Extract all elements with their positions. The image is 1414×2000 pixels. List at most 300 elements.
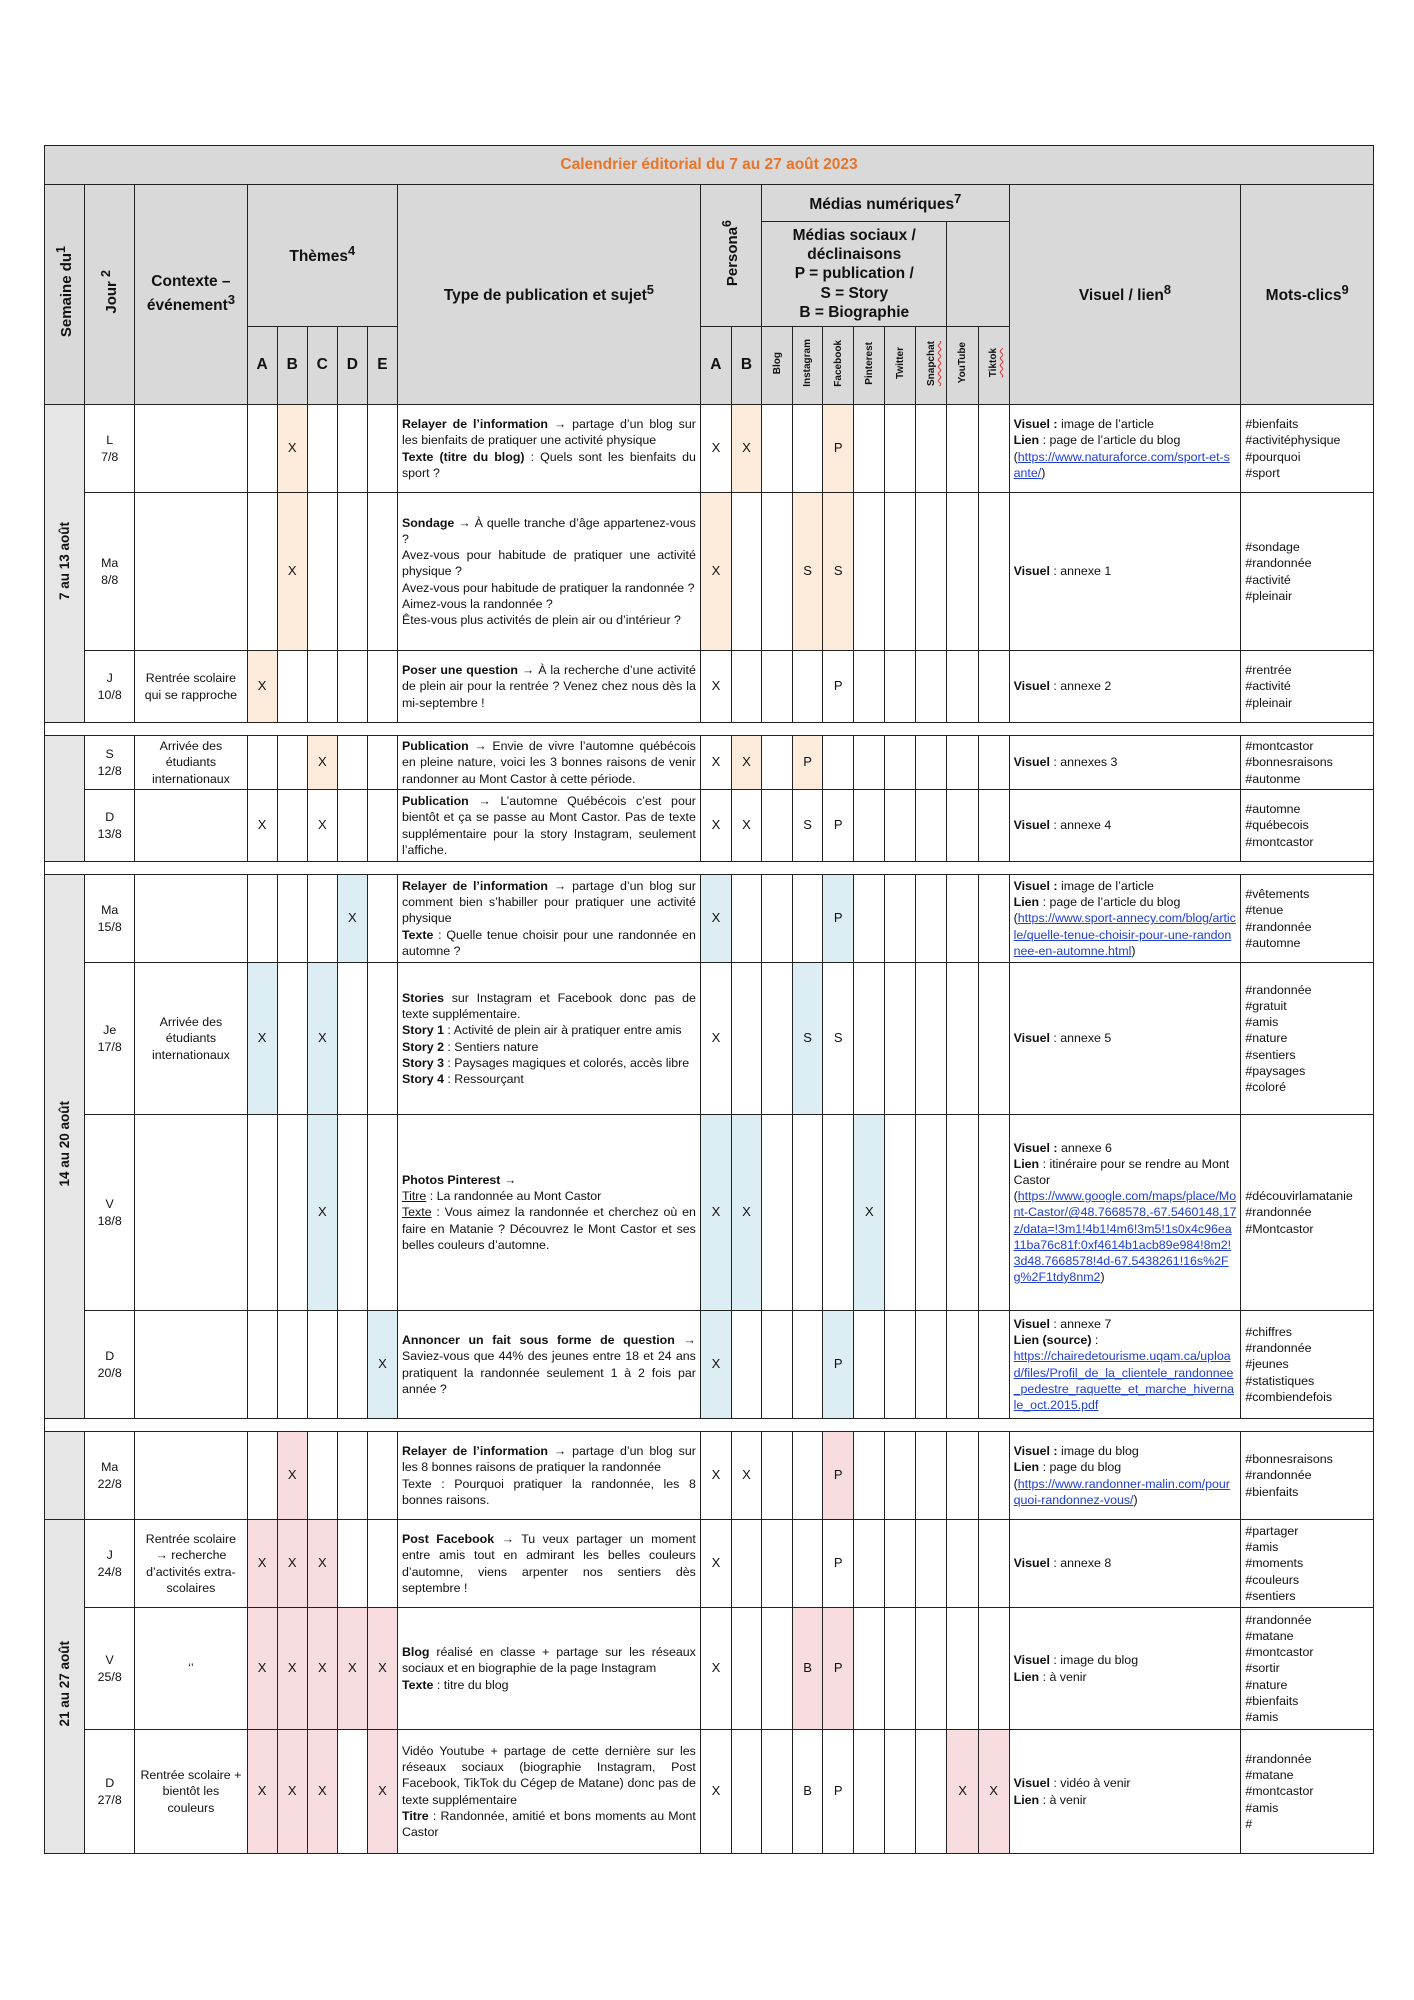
hashtag: #randonnée <box>1245 919 1312 934</box>
platform-mark: P <box>823 1730 854 1854</box>
theme-mark <box>277 1311 307 1419</box>
hashtag: #bienfaits <box>1245 417 1299 432</box>
platform-mark <box>947 790 978 862</box>
theme-mark: X <box>367 1730 397 1854</box>
theme-mark <box>367 963 397 1115</box>
hashtag: #randonnée <box>1245 1468 1312 1483</box>
text-line <box>1014 910 1237 958</box>
platform-mark <box>854 790 885 862</box>
line-text: ) <box>1133 1492 1138 1507</box>
hashtag: #randonnée <box>1245 1752 1312 1767</box>
text-line <box>1014 678 1237 694</box>
week-separator <box>45 1419 1374 1432</box>
theme-mark: X <box>277 1432 307 1520</box>
platform-mark <box>854 405 885 493</box>
platform-mark <box>854 1520 885 1608</box>
link[interactable]: https://www.randonner-malin.com/pourquoi-randonnez-vous/ <box>1013 1476 1230 1507</box>
line-text: : Vous aimez la randonnée et cherchez où en faire en Matanie ? Découvrez le Mont Castor et ses belles couleurs d’automne. <box>401 1205 696 1252</box>
platform-mark <box>947 1311 978 1419</box>
text-line <box>402 1332 696 1397</box>
line-text: : Quelle tenue choisir pour une randonnée en automne ? <box>401 927 696 958</box>
calendar-row <box>45 493 1374 651</box>
line-text: : page de l’article du blog <box>1039 433 1181 448</box>
bold-label: Visuel <box>1013 1776 1050 1791</box>
text-line <box>402 793 696 858</box>
day-date: 7/8 <box>101 449 119 464</box>
persona-mark: X <box>700 1608 731 1730</box>
header-mots-clics: Mots-clics$^9$ <box>1241 185 1374 405</box>
bold-label: Blog <box>401 1645 430 1660</box>
text-line <box>1014 416 1237 432</box>
bold-label: Story 4 <box>401 1071 444 1086</box>
persona-mark <box>731 1608 761 1730</box>
visual-link-cell <box>1009 736 1241 790</box>
day-date: 25/8 <box>97 1669 122 1684</box>
calendar-row <box>45 1608 1374 1730</box>
line-text: Aimez-vous la randonnée ? <box>401 596 553 611</box>
platform-pinterest: Pinterest <box>854 327 885 405</box>
publication-topic <box>397 736 700 790</box>
day-abbr: D <box>105 1776 115 1791</box>
link[interactable]: https://www.naturaforce.com/sport-et-sante/ <box>1013 449 1230 480</box>
line-text: Avez-vous pour habitude de pratiquer la randonnée ? <box>401 580 695 595</box>
bold-label: Story 1 <box>401 1023 444 1038</box>
line-text: : <box>1091 1333 1099 1348</box>
theme-mark <box>337 405 367 493</box>
text-line <box>402 547 696 579</box>
hashtag: #statistiques <box>1245 1373 1315 1388</box>
platform-mark <box>916 736 947 790</box>
platform-mark <box>947 1520 978 1608</box>
text-line <box>1014 1775 1237 1791</box>
underlined-label: Titre <box>401 1189 427 1204</box>
persona-mark: X <box>700 405 731 493</box>
hashtag: #pourquoi <box>1245 449 1301 464</box>
text-line <box>1014 1555 1237 1571</box>
header-medias-sociaux: Médias sociaux / déclinaisons P = publication / S = Story B = Biographie <box>762 222 947 327</box>
week-separator <box>45 862 1374 875</box>
text-line <box>1014 1459 1237 1475</box>
publication-topic <box>397 1520 700 1608</box>
hashtag: #montcastor <box>1245 1645 1314 1660</box>
hashtag: #activitéphysique <box>1245 433 1341 448</box>
hashtags-cell <box>1241 651 1374 723</box>
line-text: : Randonnée, amitié et bons moments au Mont Castor <box>401 1808 696 1839</box>
persona-mark: X <box>731 736 761 790</box>
bold-label: Visuel <box>1013 1653 1050 1668</box>
bold-label: Lien <box>1013 1669 1040 1684</box>
persona-mark <box>731 1730 761 1854</box>
persona-mark: X <box>731 405 761 493</box>
header-contexte: Contexte – événement$^3$ <box>135 185 247 405</box>
theme-mark: X <box>307 1730 337 1854</box>
line-text: : La randonnée au Mont Castor <box>426 1189 602 1204</box>
visual-link-cell <box>1009 790 1241 862</box>
bold-label: Publication <box>401 739 469 754</box>
publication-topic <box>397 1608 700 1730</box>
platform-mark <box>978 1432 1009 1520</box>
text-line <box>402 416 696 448</box>
visual-link-cell <box>1009 651 1241 723</box>
theme-mark: X <box>307 1115 337 1311</box>
theme-mark <box>307 1311 337 1419</box>
bold-label: Visuel <box>1013 755 1050 770</box>
theme-mark: X <box>247 1730 277 1854</box>
line-text: Vidéo Youtube + partage de cette dernière sur les réseaux sociaux (biographie Instagram, Post Facebook, TikTok du Cégep de Matane) donc pas de texte supplémentaire <box>401 1744 696 1807</box>
platform-mark <box>916 1115 947 1311</box>
hashtag: #montcastor <box>1245 739 1314 754</box>
theme-mark: X <box>277 1520 307 1608</box>
text-line <box>1014 754 1237 770</box>
platform-mark <box>762 1520 793 1608</box>
persona-mark: X <box>700 963 731 1115</box>
hashtag: #bienfaits <box>1245 1484 1299 1499</box>
calendar-row <box>45 1520 1374 1608</box>
hashtag: #nature <box>1245 1677 1288 1692</box>
line-text: : Paysages magiques et colorés, accès libre <box>443 1055 690 1070</box>
line-text: → À quelle tranche d’âge appartenez-vous ? <box>401 516 696 547</box>
hashtags-cell <box>1241 1730 1374 1854</box>
day-cell <box>85 1432 135 1520</box>
text-line <box>1014 817 1237 833</box>
line-text: → Tu veux partager un moment entre amis tout en admirant les belles couleurs d’automne, viens arpenter nos sentiers dès septembre ! <box>401 1532 696 1595</box>
hashtags-cell <box>1241 1520 1374 1608</box>
line-text: → <box>500 1173 517 1188</box>
theme-mark <box>337 1115 367 1311</box>
context-cell: Arrivée des étudiants internationaux <box>135 736 247 790</box>
theme-mark <box>367 1520 397 1608</box>
text-line <box>1014 1348 1237 1413</box>
hashtags-cell <box>1241 1115 1374 1311</box>
theme-mark <box>367 1115 397 1311</box>
theme-mark <box>367 405 397 493</box>
publication-topic <box>397 1730 700 1854</box>
visual-link-cell <box>1009 1730 1241 1854</box>
platform-mark <box>885 493 916 651</box>
platform-mark <box>854 963 885 1115</box>
hashtag: #sortir <box>1245 1661 1280 1676</box>
theme-mark: X <box>247 1520 277 1608</box>
platform-mark <box>762 405 793 493</box>
text-line <box>402 990 696 1022</box>
day-date: 17/8 <box>97 1039 122 1054</box>
platform-mark <box>947 1608 978 1730</box>
persona-mark: X <box>700 1115 731 1311</box>
calendar-row <box>45 405 1374 493</box>
bold-label: Visuel <box>1013 1556 1050 1571</box>
platform-mark <box>947 963 978 1115</box>
day-date: 27/8 <box>97 1792 122 1807</box>
hashtag: #randonnée <box>1245 1205 1312 1220</box>
text-line <box>402 927 696 959</box>
platform-mark <box>947 493 978 651</box>
calendar-row <box>45 875 1374 963</box>
line-text: ) <box>1131 943 1136 958</box>
theme-mark: X <box>247 1608 277 1730</box>
theme-mark <box>247 405 277 493</box>
platform-mark: S <box>823 493 854 651</box>
hashtag: #randonnée <box>1245 556 1312 571</box>
bold-label: Relayer de l’information <box>401 1444 548 1459</box>
text-line <box>1014 1443 1237 1459</box>
platform-mark: B <box>793 1730 823 1854</box>
platform-mark: P <box>823 1608 854 1730</box>
calendar-title: Calendrier éditorial du 7 au 27 août 2023 <box>45 146 1374 185</box>
text-line <box>402 1443 696 1475</box>
line-text: : page du blog <box>1039 1460 1122 1475</box>
persona-mark <box>731 1520 761 1608</box>
theme-mark: X <box>247 790 277 862</box>
platform-mark <box>762 1608 793 1730</box>
platform-mark <box>762 736 793 790</box>
hashtag: #automne <box>1245 802 1301 817</box>
theme-letter: C <box>307 327 337 405</box>
theme-mark <box>337 736 367 790</box>
theme-mark: X <box>367 1608 397 1730</box>
platform-mark <box>978 736 1009 790</box>
bold-label: Lien <box>1013 1460 1040 1475</box>
bold-label: Texte (titre du blog) <box>401 449 525 464</box>
theme-mark <box>337 1311 367 1419</box>
bold-label: Relayer de l’information <box>401 417 548 432</box>
day-cell <box>85 493 135 651</box>
platform-mark <box>916 1730 947 1854</box>
bold-label: Lien <box>1013 1157 1040 1172</box>
theme-mark: X <box>277 493 307 651</box>
hashtags-cell <box>1241 963 1374 1115</box>
hashtag: #randonnée <box>1245 1613 1312 1628</box>
platform-mark <box>854 736 885 790</box>
text-line <box>402 612 696 628</box>
theme-mark <box>277 736 307 790</box>
platform-mark <box>916 651 947 723</box>
platform-mark <box>854 1311 885 1419</box>
link[interactable]: https://www.google.com/maps/place/Mont-Castor/@48.7668578,-67.5460148,17z/data=!3m1!4b1!4m6!3m5!1s0x4c96ea11ba76c81f:0xf4614b1acb89e984!8m2!3d48.7668578!4d-67.5438261!16s%2Fg%2F1tdy8nm2 <box>1013 1189 1237 1284</box>
day-abbr: D <box>105 1349 115 1364</box>
platform-mark <box>854 1608 885 1730</box>
platform-mark <box>885 1115 916 1311</box>
hashtag: #pleinair <box>1245 588 1293 603</box>
bold-label: Photos Pinterest <box>401 1173 501 1188</box>
theme-mark <box>307 405 337 493</box>
hashtags-cell <box>1241 790 1374 862</box>
line-text: : annexes 3 <box>1049 755 1118 770</box>
platform-mark: P <box>823 875 854 963</box>
day-abbr: J <box>106 671 113 686</box>
platform-mark: P <box>823 405 854 493</box>
header-persona: Persona$^6$ <box>700 185 761 327</box>
line-text: : à venir <box>1039 1669 1087 1684</box>
theme-mark: X <box>307 736 337 790</box>
persona-mark: X <box>731 1432 761 1520</box>
day-cell <box>85 736 135 790</box>
context-cell: Rentrée scolaire qui se rapproche <box>135 651 247 723</box>
line-text: : Ressourçant <box>443 1071 524 1086</box>
day-cell <box>85 1115 135 1311</box>
day-abbr: J <box>106 1548 113 1563</box>
hashtag: #paysages <box>1245 1063 1306 1078</box>
bold-label: Publication <box>401 794 469 809</box>
theme-mark <box>277 790 307 862</box>
platform-mark <box>762 1432 793 1520</box>
hashtags-cell <box>1241 875 1374 963</box>
hashtag: #couleurs <box>1245 1572 1300 1587</box>
line-text: ( <box>1013 1476 1018 1491</box>
platform-mark <box>885 736 916 790</box>
text-line <box>1014 1030 1237 1046</box>
day-date: 15/8 <box>97 919 122 934</box>
day-cell <box>85 875 135 963</box>
persona-mark: X <box>700 1520 731 1608</box>
day-date: 10/8 <box>97 687 122 702</box>
bold-label: Texte <box>401 927 434 942</box>
platform-mark <box>854 1432 885 1520</box>
hashtag: #partager <box>1245 1524 1299 1539</box>
day-date: 12/8 <box>97 763 122 778</box>
persona-mark: X <box>700 1730 731 1854</box>
line-text: → À la recherche d’une activité de plein air pour la rentrée ? Venez chez nous dès la mi-septembre ! <box>401 663 696 710</box>
bold-label: Visuel <box>1013 564 1050 579</box>
bold-label: Visuel : <box>1013 417 1058 432</box>
bold-label: Titre <box>401 1808 429 1823</box>
persona-mark: X <box>700 1311 731 1419</box>
platform-mark <box>793 875 823 963</box>
platform-mark <box>793 1520 823 1608</box>
text-line <box>1014 1188 1237 1285</box>
text-line <box>1014 1669 1237 1685</box>
bold-label: Story 3 <box>401 1055 444 1070</box>
text-line <box>402 1204 696 1252</box>
bold-label: Stories <box>401 991 444 1006</box>
visual-link-cell <box>1009 405 1241 493</box>
bold-label: Visuel : <box>1013 879 1058 894</box>
bold-label: Lien (source) <box>1013 1333 1092 1348</box>
context-cell: ‘’ <box>135 1608 247 1730</box>
theme-mark: X <box>277 405 307 493</box>
text-line <box>1014 894 1237 910</box>
platform-mark <box>793 1115 823 1311</box>
text-line <box>1014 1652 1237 1668</box>
platform-mark: X <box>854 1115 885 1311</box>
text-line <box>1014 1316 1237 1332</box>
platform-mark <box>885 790 916 862</box>
day-abbr: L <box>106 433 114 448</box>
platform-mark <box>978 1115 1009 1311</box>
line-text: → Envie de vivre l’automne québécois en pleine nature, voici les 3 bonnes raisons de venir randonner au Mont Castor à cette période. <box>401 739 696 786</box>
theme-letter: E <box>367 327 397 405</box>
line-text: image du blog <box>1057 1444 1139 1459</box>
calendar-body <box>45 405 1374 1854</box>
persona-mark: X <box>700 1432 731 1520</box>
header-semaine: Semaine $du^1$ <box>45 185 85 405</box>
hashtag: #amis <box>1245 1800 1279 1815</box>
platform-mark <box>916 1311 947 1419</box>
publication-topic <box>397 651 700 723</box>
platform-mark <box>762 963 793 1115</box>
hashtags-cell <box>1241 736 1374 790</box>
platform-mark <box>947 1432 978 1520</box>
bold-label: Relayer de l’information <box>401 879 548 894</box>
hashtag: #sentiers <box>1245 1588 1296 1603</box>
persona-mark: X <box>731 1115 761 1311</box>
link[interactable]: https://chairedetourisme.uqam.ca/upload/files/Profil_de_la_clientele_randonnee_pedestre_raquette_et_marche_hivernale_oct.2015.pdf <box>1013 1349 1235 1412</box>
persona-mark <box>731 963 761 1115</box>
bold-label: Visuel <box>1013 1317 1050 1332</box>
context-cell: Arrivée des étudiants internationaux <box>135 963 247 1115</box>
hashtags-cell <box>1241 1311 1374 1419</box>
publication-topic <box>397 1432 700 1520</box>
theme-mark <box>367 1432 397 1520</box>
line-text: : itinéraire pour se rendre au Mont Castor <box>1013 1157 1230 1188</box>
line-text: : annexe 8 <box>1049 1556 1112 1571</box>
line-text: ) <box>1100 1269 1105 1284</box>
theme-mark <box>337 1730 367 1854</box>
calendar-row <box>45 963 1374 1115</box>
visual-link-cell <box>1009 1115 1241 1311</box>
theme-mark <box>277 875 307 963</box>
publication-topic <box>397 405 700 493</box>
text-line <box>402 515 696 547</box>
theme-mark <box>277 651 307 723</box>
hashtag: #combiendefois <box>1245 1389 1333 1404</box>
platform-facebook: Facebook <box>823 327 854 405</box>
platform-mark: P <box>823 790 854 862</box>
line-text: : annexe 4 <box>1049 818 1112 833</box>
persona-mark <box>731 875 761 963</box>
context-cell <box>135 493 247 651</box>
platform-mark: P <box>823 1520 854 1608</box>
hashtag: #gratuit <box>1245 999 1287 1014</box>
context-cell <box>135 790 247 862</box>
platform-mark <box>978 963 1009 1115</box>
theme-mark <box>277 963 307 1115</box>
theme-mark <box>277 1115 307 1311</box>
theme-mark <box>307 493 337 651</box>
context-cell: Rentrée scolaire → recherche d’activités extra-scolaires <box>135 1520 247 1608</box>
bold-label: Visuel : <box>1013 1140 1058 1155</box>
link[interactable]: https://www.sport-annecy.com/blog/article/quelle-tenue-choisir-pour-une-randonnee-en-automne.html <box>1013 911 1236 958</box>
publication-topic <box>397 493 700 651</box>
platform-mark <box>885 1730 916 1854</box>
platform-mark <box>762 1730 793 1854</box>
platform-mark: B <box>793 1608 823 1730</box>
week-cell <box>45 875 85 1419</box>
platform-mark <box>947 736 978 790</box>
context-cell <box>135 1311 247 1419</box>
theme-mark <box>367 736 397 790</box>
platform-mark <box>762 1115 793 1311</box>
day-abbr: D <box>105 810 115 825</box>
theme-letter: D <box>337 327 367 405</box>
persona-letter: B <box>731 327 761 405</box>
platform-mark <box>885 1432 916 1520</box>
bold-label: Annoncer un fait sous forme de question <box>401 1333 675 1348</box>
line-text: → partage d’un blog sur les bienfaits de pratiquer une activité physique <box>401 417 696 448</box>
publication-topic <box>397 963 700 1115</box>
hashtag: #activité <box>1245 572 1291 587</box>
platform-mark <box>885 405 916 493</box>
platform-mark <box>978 651 1009 723</box>
platform-mark <box>762 1311 793 1419</box>
hashtags-cell <box>1241 1432 1374 1520</box>
calendar-row <box>45 1432 1374 1520</box>
platform-mark <box>885 651 916 723</box>
line-text: → partage d’un blog sur les 8 bonnes raisons de pratiquer la randonnée <box>401 1444 696 1475</box>
line-text: : Sentiers nature <box>443 1039 539 1054</box>
day-date: 22/8 <box>97 1476 122 1491</box>
bold-label: Visuel <box>1013 1031 1050 1046</box>
platform-mark <box>762 493 793 651</box>
